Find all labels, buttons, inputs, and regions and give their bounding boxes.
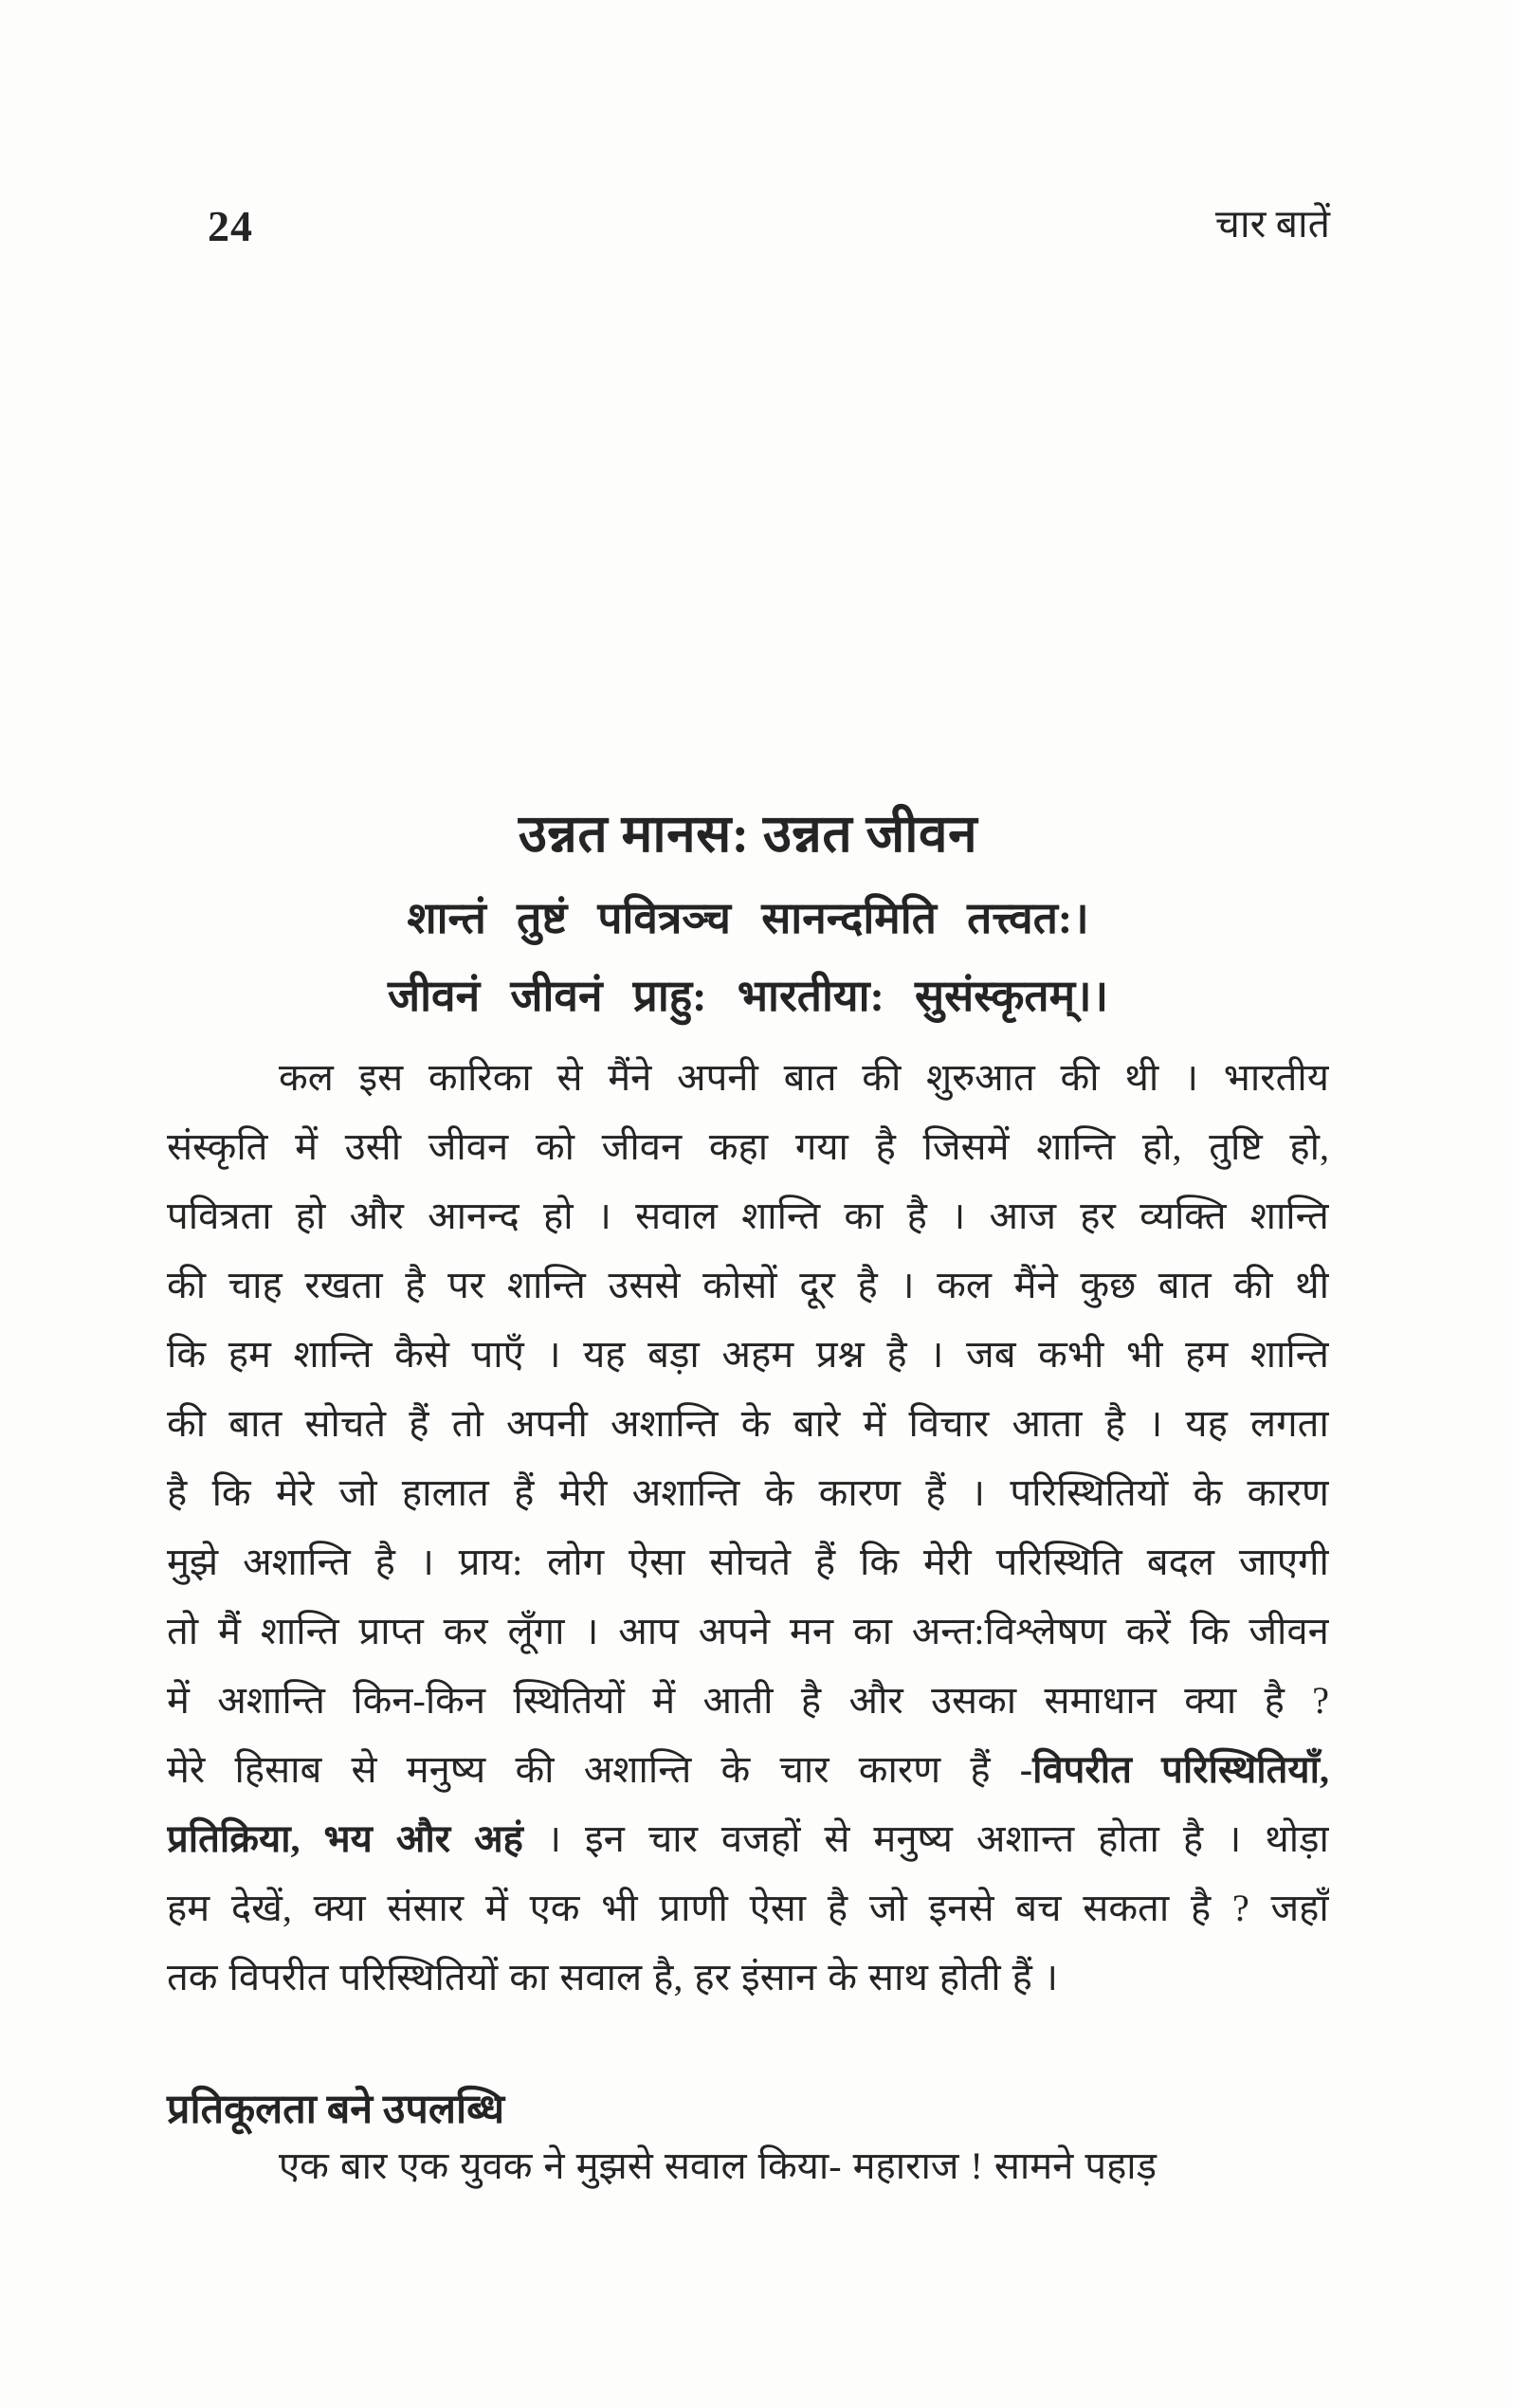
word: एक — [398, 2144, 449, 2187]
word: बच — [1015, 1887, 1062, 1929]
word: शुरुआत — [926, 1056, 1035, 1099]
word: जब — [966, 1333, 1016, 1376]
word: इन — [585, 1817, 625, 1860]
word: है — [374, 1541, 395, 1583]
word: बात — [1158, 1264, 1212, 1306]
word: हो, — [1289, 1125, 1329, 1168]
word: है — [800, 1679, 822, 1722]
word: संस्कृति — [167, 1125, 268, 1168]
word: परिस्थिति — [995, 1541, 1122, 1583]
word: तुष्टि — [1209, 1125, 1263, 1168]
word: कारण — [1247, 1471, 1329, 1514]
word: थी — [1295, 1264, 1329, 1306]
verse-line-2: जीवनं जीवनं प्राहु: भारतीया: सुसंस्कृतम्।। — [387, 972, 1109, 1020]
word: बात — [783, 1056, 837, 1099]
word: में — [484, 1887, 508, 1929]
word: । — [1043, 1956, 1059, 1998]
word: इंसान — [740, 1956, 817, 1998]
word: दूर — [799, 1264, 835, 1306]
word: है — [167, 1471, 188, 1514]
body-line — [167, 1389, 1329, 1458]
word: की — [1060, 1056, 1100, 1099]
word: ? — [1231, 1887, 1249, 1929]
word: तो — [451, 1402, 483, 1445]
word: के — [740, 1402, 771, 1445]
word: शान्ति — [293, 1333, 373, 1376]
word: है — [1190, 1887, 1212, 1929]
word: की — [1233, 1264, 1273, 1306]
word: हैं — [970, 1748, 991, 1791]
word: जीवन — [601, 1125, 683, 1168]
word: चार — [647, 1817, 698, 1860]
word: उसका — [931, 1679, 1017, 1722]
word: जहाँ — [1270, 1887, 1329, 1929]
word: है — [827, 1887, 848, 1929]
word: के — [1193, 1471, 1223, 1514]
word: जो — [338, 1471, 377, 1514]
word: मैंने — [1013, 1264, 1058, 1306]
body-line — [167, 1043, 1329, 1112]
word: कभी — [1038, 1333, 1104, 1376]
body-line — [167, 1735, 1329, 1804]
word: के — [764, 1471, 794, 1514]
word: की — [862, 1056, 902, 1099]
word: उससे — [608, 1264, 681, 1306]
body-line — [167, 1112, 1329, 1181]
word: आज — [989, 1195, 1057, 1237]
word: रखता — [304, 1264, 383, 1306]
word: किन-किन — [353, 1679, 486, 1722]
body-line — [167, 1666, 1329, 1735]
word: हम — [167, 1887, 210, 1929]
word: है — [405, 1264, 426, 1306]
word: आप — [618, 1610, 679, 1652]
word: कि — [860, 1541, 900, 1583]
word: कुछ — [1080, 1264, 1137, 1306]
word: कि — [167, 1333, 207, 1376]
word: है — [875, 1125, 896, 1168]
word: विचार — [908, 1402, 990, 1445]
body-line — [167, 1458, 1329, 1527]
word: मुझे — [167, 1541, 219, 1583]
word: देखें, — [230, 1887, 292, 1929]
word: हो — [295, 1195, 326, 1237]
word: आता — [1012, 1402, 1083, 1445]
word: संसार — [387, 1887, 465, 1929]
word: उसी — [344, 1125, 402, 1168]
word: मनुष्य — [873, 1817, 953, 1860]
word: सामने — [993, 2144, 1074, 2187]
word: पहाड़ — [1085, 2144, 1158, 2187]
sanskrit-verse — [167, 880, 1329, 1035]
word: की — [167, 1402, 207, 1445]
word: हो — [542, 1195, 574, 1237]
section-subheading: प्रतिकूलता बने उपलब्धि — [167, 2087, 505, 2132]
word: करें — [1125, 1610, 1171, 1652]
word: हैं — [409, 1402, 429, 1445]
word: का — [844, 1195, 884, 1237]
word: हम — [1185, 1333, 1229, 1376]
word: । — [596, 1195, 611, 1237]
word: आती — [702, 1679, 774, 1722]
word: इनसे — [928, 1887, 994, 1929]
word: बार — [339, 2144, 388, 2187]
word: मुझसे — [575, 2144, 653, 2187]
word: के — [720, 1748, 751, 1791]
word: ? — [1312, 1679, 1329, 1722]
word: भय — [323, 1817, 373, 1860]
word: परिस्थितियों — [339, 1956, 499, 1998]
word: प्राय: — [458, 1541, 523, 1583]
word: -विपरीत — [1019, 1748, 1132, 1791]
word: मेरे — [167, 1748, 206, 1791]
chapter-title: उन्नत मानस: उन्नत जीवन — [518, 804, 978, 863]
word: कि — [1190, 1610, 1230, 1652]
word: मेरे — [275, 1471, 315, 1514]
word: एक — [279, 2144, 329, 2187]
word: साथ — [867, 1956, 928, 1998]
verse-line-1: शान्तं तुष्टं पवित्रञ्च सानन्दमिति तत्त्वत:। — [407, 894, 1089, 942]
word: अशान्त — [975, 1817, 1075, 1860]
word: आनन्द — [428, 1195, 520, 1237]
word: अशान्ति — [243, 1541, 351, 1583]
word: जो — [868, 1887, 907, 1929]
word: अहं — [474, 1817, 523, 1860]
word: थी — [1124, 1056, 1159, 1099]
word: । — [546, 1817, 562, 1860]
word: मैंने — [608, 1056, 652, 1099]
word: युवक — [460, 2144, 533, 2187]
word: व्यक्ति — [1139, 1195, 1227, 1237]
word: । — [584, 1610, 599, 1652]
word: है — [906, 1195, 927, 1237]
word: कल — [279, 1056, 334, 1099]
word: कल — [937, 1264, 992, 1306]
word: सवाल — [664, 2144, 747, 2187]
word: में — [652, 1679, 676, 1722]
word: चार — [779, 1748, 829, 1791]
word: कर — [443, 1610, 488, 1652]
word: तो — [167, 1610, 199, 1652]
word: चाह — [228, 1264, 283, 1306]
body-line — [167, 1527, 1329, 1596]
word: । — [1227, 1817, 1242, 1860]
page-number: 24 — [208, 202, 253, 250]
word: मैं — [217, 1610, 241, 1652]
body-line — [167, 1873, 1329, 1943]
word: अशान्ति — [217, 1679, 325, 1722]
body-line — [167, 1320, 1329, 1389]
word: शान्ति — [1249, 1333, 1329, 1376]
word: तक — [167, 1956, 218, 1998]
word: पाएँ — [471, 1333, 524, 1376]
word: भारतीय — [1223, 1056, 1329, 1099]
word: ऐसा — [749, 1887, 807, 1929]
word: परिस्थितियाँ, — [1161, 1748, 1329, 1791]
word: है — [1104, 1402, 1125, 1445]
word: होती — [939, 1956, 1001, 1998]
word: । — [900, 1264, 915, 1306]
word: लूँगा — [507, 1610, 565, 1652]
body-line — [167, 2131, 1329, 2200]
word: और — [349, 1195, 404, 1237]
word: । — [951, 1195, 966, 1237]
word: हैं — [514, 1471, 535, 1514]
word: वजहों — [720, 1817, 801, 1860]
word: होता — [1098, 1817, 1159, 1860]
word: कारण — [858, 1748, 941, 1791]
word: सवाल — [635, 1195, 718, 1237]
word: से — [351, 1748, 377, 1791]
word: मन — [789, 1610, 834, 1652]
word: है — [1182, 1817, 1204, 1860]
word: भी — [1125, 1333, 1163, 1376]
word: कोसों — [702, 1264, 777, 1306]
word: शान्ति — [1036, 1125, 1116, 1168]
word: में — [167, 1679, 190, 1722]
word: प्रश्न — [815, 1333, 865, 1376]
word: में — [295, 1125, 319, 1168]
word: हर — [1080, 1195, 1116, 1237]
word: और — [395, 1817, 451, 1860]
word: का — [852, 1610, 892, 1652]
word: है — [886, 1333, 907, 1376]
word: की — [167, 1264, 207, 1306]
word: । — [929, 1333, 944, 1376]
word: सोचते — [304, 1402, 387, 1445]
word: ! — [970, 2144, 983, 2187]
word: अहम — [721, 1333, 794, 1376]
word: शान्ति — [741, 1195, 821, 1237]
word: अपने — [698, 1610, 771, 1652]
word: शान्ति — [1249, 1195, 1329, 1237]
word: अन्त:विश्लेषण — [911, 1610, 1106, 1652]
word: हैं — [925, 1471, 946, 1514]
word: अशान्ति — [583, 1748, 692, 1791]
word: मेरी — [558, 1471, 608, 1514]
word: कारण — [818, 1471, 901, 1514]
word: अशान्ति — [611, 1402, 719, 1445]
word: अपनी — [677, 1056, 758, 1099]
body-paragraph-1 — [167, 1043, 1329, 2012]
word: जिसमें — [922, 1125, 1010, 1168]
word: प्रतिक्रिया, — [167, 1817, 301, 1860]
word: बात — [228, 1402, 283, 1445]
body-line — [167, 1596, 1329, 1666]
word: हम — [228, 1333, 271, 1376]
word: कि — [211, 1471, 251, 1514]
word: जीवन — [1249, 1610, 1329, 1652]
word: । — [419, 1541, 434, 1583]
word: पर — [447, 1264, 485, 1306]
word: है — [857, 1264, 878, 1306]
body-line — [167, 1804, 1329, 1873]
word: सोचते — [709, 1541, 792, 1583]
word: कैसे — [394, 1333, 449, 1376]
word: हर — [694, 1956, 730, 1998]
word: । — [970, 1471, 986, 1514]
word: भी — [601, 1887, 638, 1929]
word: । — [546, 1333, 561, 1376]
word: के — [828, 1956, 857, 1998]
word: से — [556, 1056, 583, 1099]
word: है, — [653, 1956, 684, 1998]
word: मेरी — [923, 1541, 972, 1583]
word: प्राप्त — [358, 1610, 424, 1652]
word: बारे — [793, 1402, 841, 1445]
word: कहा — [708, 1125, 769, 1168]
word: शान्ति — [260, 1610, 339, 1652]
word: हो, — [1141, 1125, 1182, 1168]
word: लगता — [1250, 1402, 1329, 1445]
word: शान्ति — [506, 1264, 586, 1306]
body-paragraph-2 — [167, 2131, 1329, 2200]
word: विपरीत — [228, 1956, 329, 1998]
word: में — [863, 1402, 886, 1445]
word: है — [1264, 1679, 1285, 1722]
word: हैं — [1012, 1956, 1032, 1998]
word: और — [848, 1679, 903, 1722]
word: ऐसा — [628, 1541, 685, 1583]
word: से — [824, 1817, 850, 1860]
word: जाएगी — [1238, 1541, 1329, 1583]
word: किया- — [757, 2144, 842, 2187]
word: । — [1148, 1402, 1163, 1445]
word: एक — [529, 1887, 580, 1929]
word: अशान्ति — [631, 1471, 740, 1514]
word: लोग — [547, 1541, 605, 1583]
word: । — [1183, 1056, 1199, 1099]
word: ने — [543, 2144, 565, 2187]
word: बदल — [1146, 1541, 1214, 1583]
word: सवाल — [559, 1956, 643, 1998]
word: कारिका — [428, 1056, 532, 1099]
body-line — [167, 1250, 1329, 1320]
word: बड़ा — [647, 1333, 700, 1376]
word: हिसाब — [234, 1748, 322, 1791]
word: थोड़ा — [1265, 1817, 1329, 1860]
word: यह — [583, 1333, 626, 1376]
word: पवित्रता — [167, 1195, 272, 1237]
word: इस — [358, 1056, 404, 1099]
word: सकता — [1083, 1887, 1170, 1929]
word: मनुष्य — [406, 1748, 486, 1791]
word: स्थितियों — [513, 1679, 625, 1722]
word: परिस्थितियों — [1010, 1471, 1169, 1514]
word: का — [509, 1956, 549, 1998]
word: गया — [794, 1125, 848, 1168]
word: अपनी — [505, 1402, 588, 1445]
word: हालात — [401, 1471, 489, 1514]
word: हैं — [814, 1541, 836, 1583]
word: यह — [1185, 1402, 1228, 1445]
running-title: चार बातें — [1214, 202, 1330, 246]
word: क्या — [1184, 1679, 1237, 1722]
word: को — [535, 1125, 574, 1168]
word: जीवन — [428, 1125, 509, 1168]
word: समाधान — [1044, 1679, 1157, 1722]
word: प्राणी — [659, 1887, 728, 1929]
body-line — [167, 1181, 1329, 1250]
word: की — [515, 1748, 555, 1791]
word: क्या — [313, 1887, 366, 1929]
word: महाराज — [852, 2144, 959, 2187]
body-line — [167, 1943, 1329, 2012]
